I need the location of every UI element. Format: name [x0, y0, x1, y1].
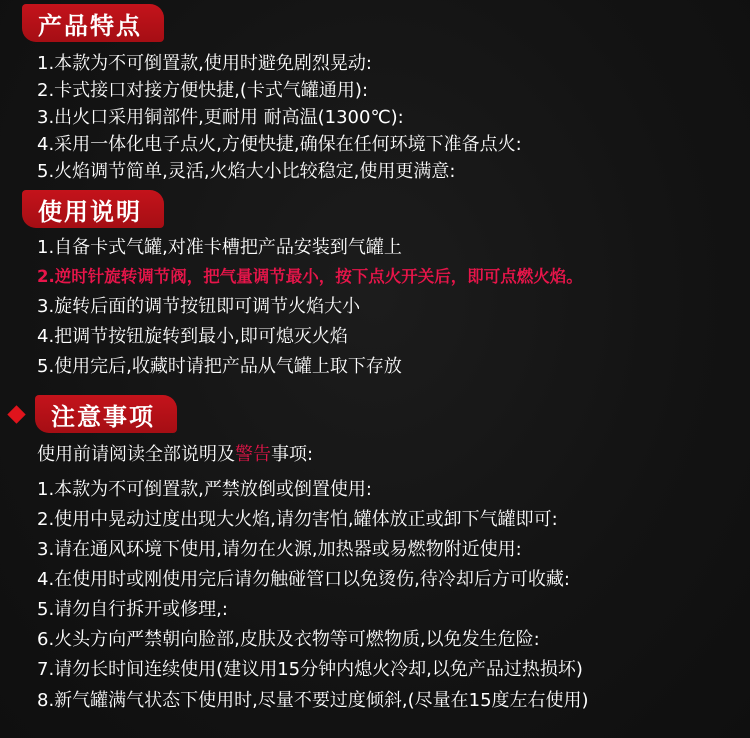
- features-item-2: 2.卡式接口对接方便快捷,(卡式气罐通用):: [37, 80, 369, 101]
- instructions-item-3: 3.旋转后面的调节按钮即可调节火焰大小: [37, 296, 361, 317]
- notice-header: [10, 395, 177, 433]
- instructions-item-5: 5.使用完后,收藏时请把产品从气罐上取下存放: [37, 356, 402, 377]
- features-item-5: 5.火焰调节简单,灵活,火焰大小比较稳定,使用更满意:: [37, 161, 456, 182]
- notice-intro: [37, 443, 313, 467]
- notice-item-8: 8.新气罐满气状态下使用时,尽量不要过度倾斜,(尽量在15度左右使用): [37, 690, 589, 711]
- features-item-4: 4.采用一体化电子点火,方便快捷,确保在任何环境下准备点火:: [37, 134, 522, 155]
- instructions-header: [22, 190, 164, 228]
- notice-intro-warning: 警告: [235, 444, 271, 465]
- instructions-title: 使用说明: [22, 190, 164, 228]
- notice-intro-before: 使用前请阅读全部说明及: [37, 444, 235, 465]
- features-header: [22, 4, 164, 42]
- instructions-item-4: 4.把调节按钮旋转到最小,即可熄灭火焰: [37, 326, 348, 347]
- notice-item-3: 3.请在通风环境下使用,请勿在火源,加热器或易燃物附近使用:: [37, 539, 522, 560]
- notice-item-7: 7.请勿长时间连续使用(建议用15分钟内熄火冷却,以免产品过热损坏): [37, 659, 583, 680]
- notice-title: 注意事项: [35, 395, 177, 433]
- notice-intro-after: 事项:: [271, 444, 314, 465]
- notice-item-2: 2.使用中晃动过度出现大火焰,请勿害怕,罐体放正或卸下气罐即可:: [37, 509, 558, 530]
- notice-item-4: 4.在使用时或刚使用完后请勿触碰管口以免烫伤,待冷却后方可收藏:: [37, 569, 570, 590]
- features-item-3: 3.出火口采用铜部件,更耐用 耐高温(1300℃):: [37, 107, 404, 128]
- notice-item-1: 1.本款为不可倒置款,严禁放倒或倒置使用:: [37, 479, 372, 500]
- instructions-item-1: 1.自备卡式气罐,对准卡槽把产品安装到气罐上: [37, 237, 402, 258]
- diamond-bullet-icon: [7, 405, 25, 423]
- instructions-item-2: 2.逆时针旋转调节阀，把气量调节最小，按下点火开关后，即可点燃火焰。: [37, 267, 583, 286]
- features-title: 产品特点: [22, 4, 164, 42]
- notice-item-6: 6.火头方向严禁朝向脸部,皮肤及衣物等可燃物质,以免发生危险:: [37, 629, 540, 650]
- features-item-1: 1.本款为不可倒置款,使用时避免剧烈晃动:: [37, 53, 372, 74]
- notice-item-5: 5.请勿自行拆开或修理,:: [37, 599, 228, 620]
